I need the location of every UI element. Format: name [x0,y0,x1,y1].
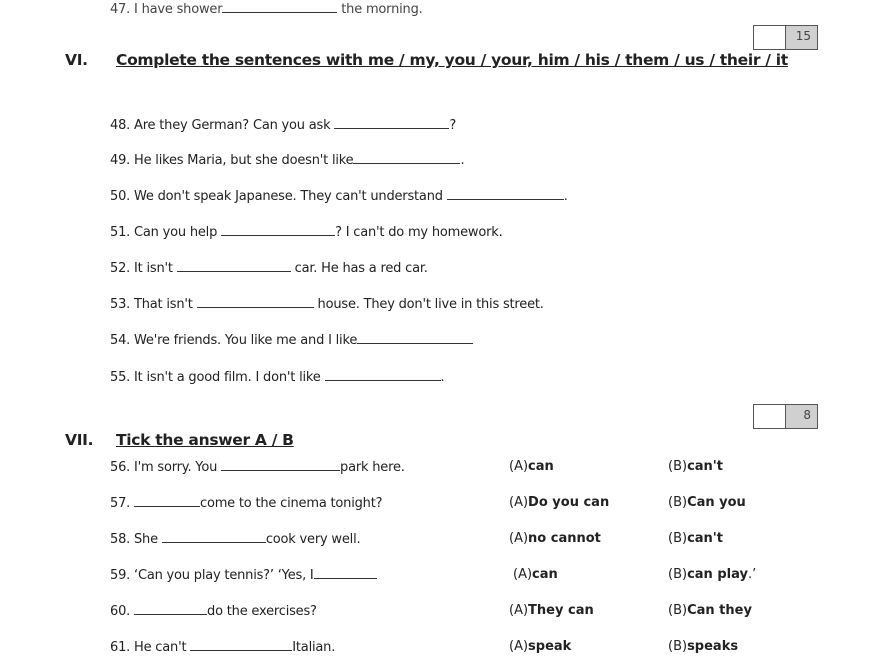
score-box-section-7 [753,404,818,429]
option-text: Can they [687,603,752,618]
option-b[interactable] [668,531,723,546]
option-label: (B) [668,639,688,654]
option-text: Can you [687,495,746,510]
option-text: can't [687,531,723,546]
option-b[interactable] [668,639,738,654]
section-numeral: VI. [65,51,88,69]
answer-blank[interactable] [134,603,207,615]
item-text: 48. Are they German? Can you ask [110,118,335,133]
item-text: 58. She [110,532,162,547]
score-max: 15 [786,26,817,49]
answer-blank[interactable] [357,332,473,344]
option-text: no cannot [528,531,601,546]
exercise-item [110,152,464,168]
option-text: They can [528,603,594,618]
item-text: 59. ‘Can you play tennis?’ ‘Yes, I [110,568,314,583]
option-label: (B) [668,459,688,474]
option-a[interactable] [509,495,609,510]
section-title: Tick the answer A / B [116,431,294,449]
exercise-item [110,567,377,583]
answer-blank[interactable] [177,260,291,272]
score-input[interactable] [754,405,786,428]
option-label: (A) [509,639,529,654]
exercise-item [110,603,317,619]
option-label: (B) [668,531,688,546]
section-numeral: VII. [65,431,94,449]
item-text: 49. He likes Maria, but she doesn't like [110,153,354,168]
option-b[interactable] [668,603,752,618]
answer-blank[interactable] [221,459,340,471]
item-text: park here. [340,460,405,475]
option-label: (A) [509,459,529,474]
option-text: can't [687,459,723,474]
item-text: Italian. [292,640,336,655]
option-label: (A) [509,603,529,618]
item-text: 56. I'm sorry. You [110,460,222,475]
item-text: 57. [110,496,135,511]
exercise-item [110,369,444,385]
option-suffix: .’ [747,567,757,582]
option-label: (B) [668,495,688,510]
item-text: 51. Can you help [110,225,222,240]
item-text: 47. I have shower [110,2,223,17]
section-title: Complete the sentences with me / my, you / your, him / his / them / us / their / it [116,51,788,69]
exercise-item [110,531,360,547]
item-text: the morning. [337,2,423,17]
exercise-item [110,639,335,655]
item-text: 53. That isn't [110,297,197,312]
score-box-section-6 [753,25,818,50]
exercise-item [110,495,382,511]
item-text: 54. We're friends. You like me and I like [110,333,358,348]
exercise-item [110,117,456,133]
option-text: speak [528,639,572,654]
option-label: (B) [668,603,688,618]
option-text: can [532,567,558,582]
option-label: (A) [509,495,529,510]
item-text: 60. [110,604,135,619]
item-text: car. He has a red car. [290,261,428,276]
item-text: ? [449,118,457,133]
option-a[interactable] [509,603,594,618]
item-text: house. They don't live in this street. [313,297,544,312]
item-text: 61. He can't [110,640,191,655]
option-a[interactable] [509,459,554,474]
option-label: (A) [509,531,529,546]
option-b[interactable] [668,495,746,510]
item-text: ? I can't do my homework. [335,225,503,240]
item-text: 52. It isn't [110,261,177,276]
option-a[interactable] [513,567,558,582]
answer-blank[interactable] [162,531,266,543]
score-max: 8 [786,405,817,428]
option-text: can [528,459,554,474]
item-text: 50. We don't speak Japanese. They can't understand [110,189,447,204]
item-text: cook very well. [265,532,361,547]
option-b[interactable] [668,459,723,474]
answer-blank[interactable] [222,1,337,13]
option-label: (B) [668,567,688,582]
answer-blank[interactable] [447,188,564,200]
item-text: . [440,370,445,385]
score-input[interactable] [754,26,786,49]
option-label: (A) [513,567,533,582]
option-text: can play [687,567,748,582]
answer-blank[interactable] [221,224,335,236]
answer-blank[interactable] [197,296,314,308]
exercise-item-47 [110,1,423,17]
exercise-item [110,296,544,312]
answer-blank[interactable] [190,639,292,651]
item-text: . [563,189,568,204]
option-a[interactable] [509,639,571,654]
item-text: do the exercises? [207,604,317,619]
answer-blank[interactable] [334,117,449,129]
exercise-item [110,260,428,276]
exercise-item [110,188,568,204]
answer-blank[interactable] [325,369,441,381]
exercise-item [110,459,405,475]
option-text: speaks [687,639,739,654]
item-text: come to the cinema tonight? [200,496,383,511]
item-text: . [460,153,465,168]
answer-blank[interactable] [314,567,377,579]
option-a[interactable] [509,531,601,546]
option-b[interactable] [668,567,756,582]
answer-blank[interactable] [353,152,460,164]
option-text: Do you can [528,495,610,510]
exercise-item [110,332,473,348]
item-text: 55. It isn't a good film. I don't like [110,370,325,385]
exercise-item [110,224,503,240]
answer-blank[interactable] [134,495,200,507]
